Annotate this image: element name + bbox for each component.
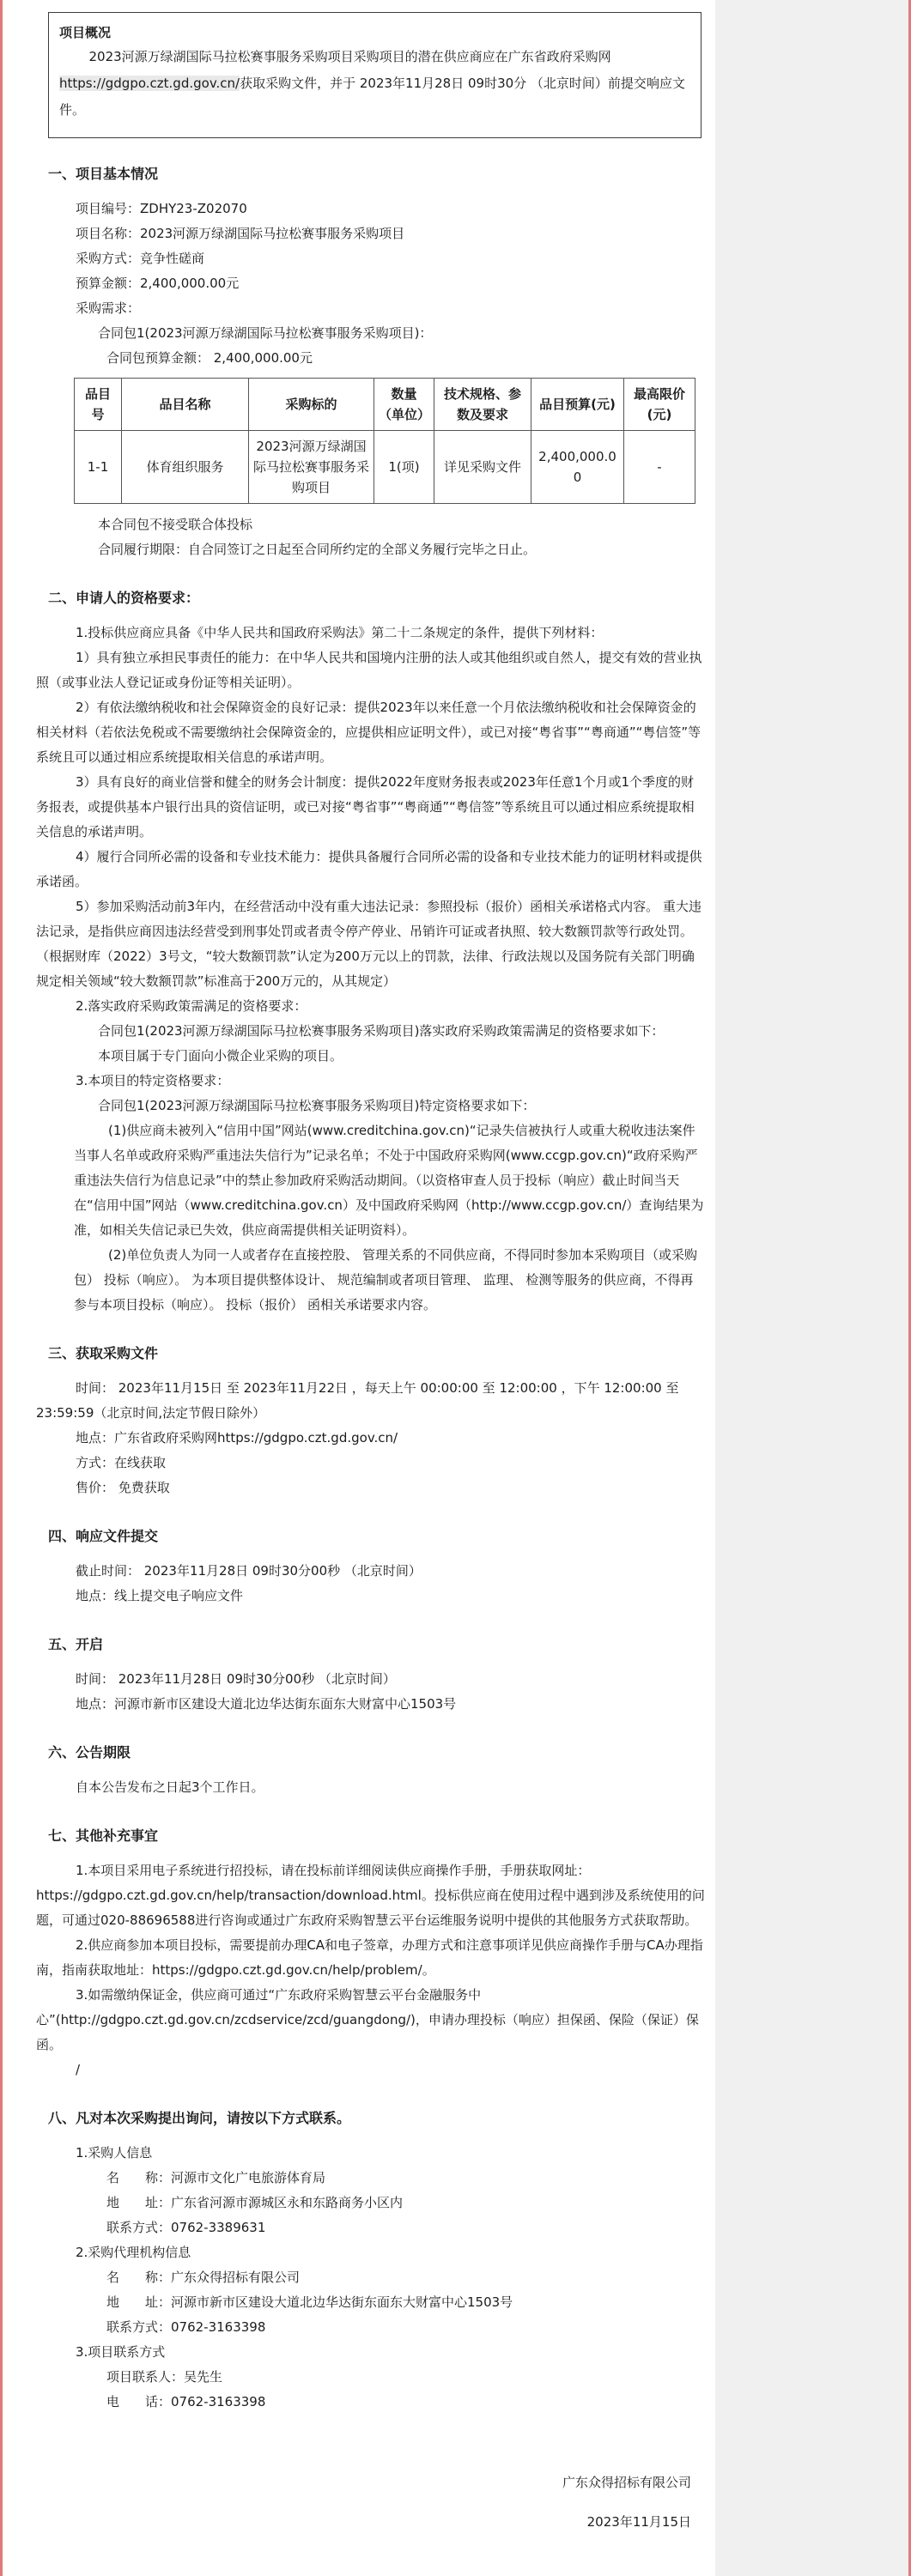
budget-line: 预算金额：2,400,000.00元 [76,276,240,291]
col-item-name: 品目名称 [122,379,249,431]
overview-title: 项目概况 [59,25,112,40]
agency-address-line: 地 址：河源市新市区建设大道北边华达街东面东大财富中心1503号 [106,2294,513,2310]
items-table-header-row [75,379,695,431]
items-table [74,378,695,504]
col-spec: 技术规格、参数及要求 [434,379,531,431]
procurement-site-url[interactable]: https://gdgpo.czt.gd.gov.cn/ [59,76,240,91]
overview-text-prefix: 2023河源万绿湖国际马拉松赛事服务采购项目采购项目的潜在供应商应在广东省政府采购网 [88,49,611,64]
signature-company: 广东众得招标有限公司 [562,2475,691,2490]
notice-period-line: 自本公告发布之日起3个工作日。 [76,1779,264,1795]
section5-heading: 五、开启 [48,1636,104,1652]
section7-heading: 七、其他补充事宜 [48,1827,159,1844]
qualification-p3-3: (2)单位负责人为同一人或者存在直接控股、 管理关系的不同供应商，不得同时参加本采购项目（或采购包） 投标（响应）。 为本项目提供整体设计、 规范编制或者项目管理、 监理、 检测等服务的供应商，不得再参与本项目投标（响应）。 投标（报价） 函相关承诺要求内容。 [74,1247,698,1312]
contract-duration-line: 合同履行期限：自合同签订之日起至合同所约定的全部义务履行完毕之日止。 [98,542,537,557]
qualification-p1-1: 1）具有独立承担民事责任的能力：在中华人民共和国境内注册的法人或其他组织或自然人，提交有效的营业执照（或事业法人登记证或身份证等相关证明）。 [36,650,702,690]
qualification-p1: 1.投标供应商应具备《中华人民共和国政府采购法》第二十二条规定的条件，提供下列材料： [76,625,604,640]
submit-place-line: 地点：线上提交电子响应文件 [76,1588,244,1603]
qualification-p3-2: (1)供应商未被列入“信用中国”网站(www.creditchina.gov.cn)“记录失信被执行人或重大税收违法案件当事人名单或政府采购严重违法失信行为”记录名单；不处于中国政府采购网(www.ccgp.gov.cn)“政府采购严重违法失信行为信息记录”中的禁止参加政府采购活动期间。（以资格审查人员于投标（响应）截止时间当天在“信用中国”网站（www.creditchina.gov.cn）及中国政府采购网（http://www.ccgp.gov.cn/）查询结果为准，如相关失信记录已失效，供应商需提供相关证明资料）。 [74,1123,704,1238]
qualification-p1-2: 2）有依法缴纳税收和社会保障资金的良好记录：提供2023年以来任意一个月依法缴纳税收和社会保障资金的相关材料（若依法免税或不需要缴纳社会保障资金的，应提供相应证明文件），或已对接“粤省事”“粤商通”“粤信签”等系统且可以通过相应系统提取相关信息的承诺声明。 [36,700,701,765]
cell-spec: 详见采购文件 [434,431,531,504]
section2-heading: 二、申请人的资格要求： [48,590,200,606]
qualification-p1-5: 5）参加采购活动前3年内，在经营活动中没有重大违法记录：参照投标（报价）函相关承诺格式内容。 重大违法记录，是指供应商因违法经营受到刑事处罚或者责令停产停业、吊销许可证或者执照、较大数额罚款等行政处罚。（根据财库（2022）3号文，“较大数额罚款”认定为200万元以上的罚款，法律、行政法规以及国务院有关部门明确规定相关领域“较大数额罚款”标准高于200万元的，从其规定） [36,899,701,989]
agency-phone-line: 联系方式：0762-3163398 [106,2319,266,2335]
other-p4-slash: / [76,2062,81,2077]
cell-quantity: 1(项) [374,431,434,504]
table-row [75,431,695,504]
qualification-p3: 3.本项目的特定资格要求： [76,1073,230,1088]
section1-heading: 一、项目基本情况 [48,166,159,182]
qualification-p2: 2.落实政府采购政策需满足的资格要求： [76,998,307,1014]
signature-date: 2023年11月15日 [586,2514,691,2530]
project-overview-box [48,12,701,138]
other-p1: 1.本项目采用电子系统进行招投标，请在投标前详细阅读供应商操作手册，手册获取网址：https://gdgpo.czt.gd.gov.cn/help/transaction/download.html。投标供应商在使用过程中遇到涉及系统使用的问题，可通过020-88696588进行咨询或通过广东政府采购智慧云平台运维服务说明中提供的其他服务方式获取帮助。 [36,1863,705,1928]
other-p2: 2.供应商参加本项目投标，需要提前办理CA和电子签章，办理方式和注意事项详见供应商操作手册与CA办理指南，指南获取地址：https://gdgpo.czt.gd.gov.cn/help/problem/。 [36,1937,703,1978]
col-item-no: 品目号 [75,379,122,431]
qualification-p2-1: 合同包1(2023河源万绿湖国际马拉松赛事服务采购项目)落实政府采购政策需满足的资格要求如下： [98,1023,665,1039]
open-place-line: 地点：河源市新市区建设大道北边华达街东面东大财富中心1503号 [76,1696,457,1712]
col-quantity: 数量（单位） [374,379,434,431]
package-line: 合同包1(2023河源万绿湖国际马拉松赛事服务采购项目)： [98,325,433,341]
project-number-line: 项目编号：ZDHY23-Z02070 [76,201,247,216]
section4-heading: 四、响应文件提交 [48,1528,159,1544]
obtain-way-line: 方式：在线获取 [76,1455,167,1470]
qualification-p1-4: 4）履行合同所必需的设备和专业技术能力：提供具备履行合同所必需的设备和专业技术能力的证明材料或提供承诺函。 [36,849,702,889]
col-subject: 采购标的 [249,379,374,431]
cell-item-budget: 2,400,000.00 [531,431,624,504]
agency-name-line: 名 称：广东众得招标有限公司 [106,2270,301,2285]
obtain-time-line: 时间： 2023年11月15日 至 2023年11月22日 ，每天上午 00:00:00 至 12:00:00 ，下午 12:00:00 至 23:59:59（北京时间,法定节假日除外） [36,1380,679,1421]
project-contact-phone-line: 电 话：0762-3163398 [106,2394,266,2409]
section8-heading: 八、凡对本次采购提出询问，请按以下方式联系。 [48,2110,351,2126]
purchaser-info-label: 1.采购人信息 [76,2145,153,2161]
package-budget-line: 合同包预算金额： 2,400,000.00元 [106,350,313,366]
open-time-line: 时间： 2023年11月28日 09时30分00秒 （北京时间） [76,1671,396,1687]
qualification-p1-3: 3）具有良好的商业信誉和健全的财务会计制度：提供2022年度财务报表或2023年任意1个月或1个季度的财务报表，或提供基本户银行出具的资信证明，或已对接“粤省事”“粤商通”“粤信签”等系统且可以通过相应系统提取相关信息的承诺声明。 [36,774,695,839]
submit-deadline-line: 截止时间： 2023年11月28日 09时30分00秒 （北京时间） [76,1563,422,1579]
qualification-p2-2: 本项目属于专门面向小微企业采购的项目。 [98,1048,343,1064]
section6-heading: 六、公告期限 [48,1744,131,1761]
cell-subject: 2023河源万绿湖国际马拉松赛事服务采购项目 [249,431,374,504]
procurement-method-line: 采购方式：竞争性磋商 [76,251,205,266]
purchaser-address-line: 地 址：广东省河源市源城区永和东路商务小区内 [106,2195,404,2210]
overview-paragraph [59,44,689,124]
project-name-line: 项目名称：2023河源万绿湖国际马拉松赛事服务采购项目 [76,226,405,241]
project-contact-person-line: 项目联系人：吴先生 [106,2369,223,2385]
agency-info-label: 2.采购代理机构信息 [76,2245,191,2260]
demand-label-line: 采购需求： [76,300,141,316]
signature-block [36,2463,705,2542]
overview-text-suffix: 获取采购文件，并于 2023年11月28日 09时30分 （北京时间）前提交响应文件。 [59,76,685,118]
purchaser-phone-line: 联系方式：0762-3389631 [106,2220,266,2235]
col-max-price: 最高限价(元) [624,379,695,431]
purchaser-name-line: 名 称：河源市文化广电旅游体育局 [106,2170,326,2185]
cell-max-price: - [624,431,695,504]
left-edge-line [0,0,3,2576]
project-contact-label: 3.项目联系方式 [76,2344,166,2360]
cell-item-no: 1-1 [75,431,122,504]
no-joint-bid-line: 本合同包不接受联合体投标 [98,517,253,532]
col-item-budget: 品目预算(元) [531,379,624,431]
obtain-place-line: 地点：广东省政府采购网https://gdgpo.czt.gd.gov.cn/ [76,1430,398,1446]
qualification-p3-1: 合同包1(2023河源万绿湖国际马拉松赛事服务采购项目)特定资格要求如下： [98,1098,536,1113]
other-p3: 3.如需缴纳保证金，供应商可通过“广东政府采购智慧云平台金融服务中心”(http://gdgpo.czt.gd.gov.cn/zcdservice/zcd/guangdong/)，申请办理投标（响应）担保函、保险（保证）保函。 [36,1987,699,2052]
section3-heading: 三、获取采购文件 [48,1345,159,1361]
obtain-price-line: 售价： 免费获取 [76,1480,170,1495]
right-gray-column [715,0,908,2576]
cell-item-name: 体育组织服务 [122,431,249,504]
